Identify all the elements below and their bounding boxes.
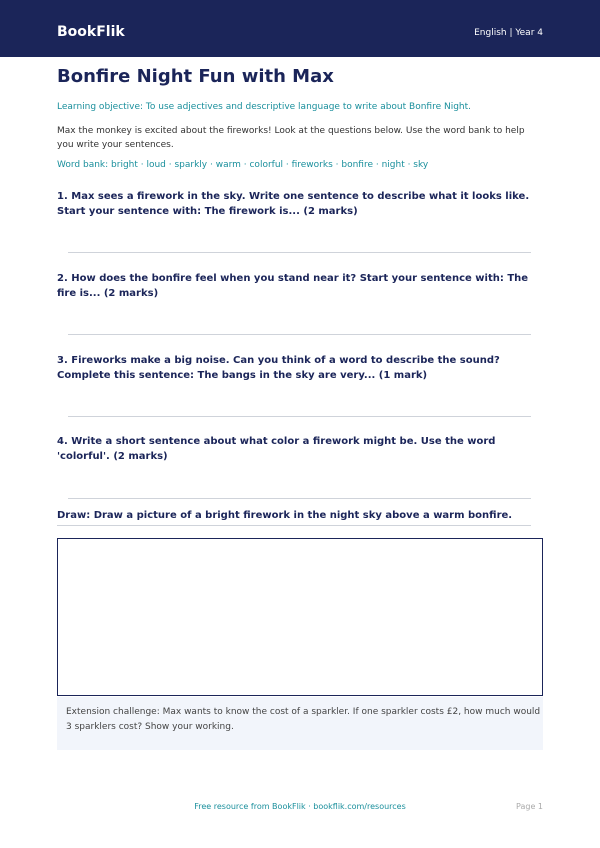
answer-line-2[interactable] [68,334,531,335]
answer-line-4[interactable] [68,498,531,499]
question-3: 3. Fireworks make a big noise. Can you think of a word to describe the sound? Complete this sentence: The bangs in the sky are very... (1 mark) [57,355,500,381]
learning-objective: Learning objective: To use adjectives and descriptive language to write about Bonfire Night. [57,102,472,112]
question-4: 4. Write a short sentence about what color a firework might be. Use the word 'colorful'. (2 marks) [57,436,496,462]
page-title: Bonfire Night Fun with Max [57,66,334,87]
footer-text[interactable]: Free resource from BookFlik · bookflik.com/resources [194,802,406,811]
brand-logo[interactable]: BookFlik [57,24,125,40]
question-1: 1. Max sees a firework in the sky. Write one sentence to describe what it looks like. Start your sentence with: The firework is... (2 marks) [57,191,530,217]
word-bank: Word bank: bright · loud · sparkly · warm · colorful · fireworks · bonfire · night · sky [57,160,429,170]
drawing-area[interactable] [57,538,543,696]
intro-text: Max the monkey is excited about the fireworks! Look at the questions below. Use the word bank to help you write your sentences. [57,126,525,150]
header-bar [0,0,600,57]
subject-year-label: English | Year 4 [474,28,543,38]
draw-prompt: Draw: Draw a picture of a bright firework in the night sky above a warm bonfire. [57,509,531,526]
answer-line-1[interactable] [68,252,531,253]
question-2: 2. How does the bonfire feel when you stand near it? Start your sentence with: The fire is... (2 marks) [57,273,529,299]
answer-line-3[interactable] [68,416,531,417]
extension-challenge: Extension challenge: Max wants to know the cost of a sparkler. If one sparkler costs £2, how much would 3 sparklers cost? Show your working. [57,697,543,750]
page-number: Page 1 [516,802,543,811]
